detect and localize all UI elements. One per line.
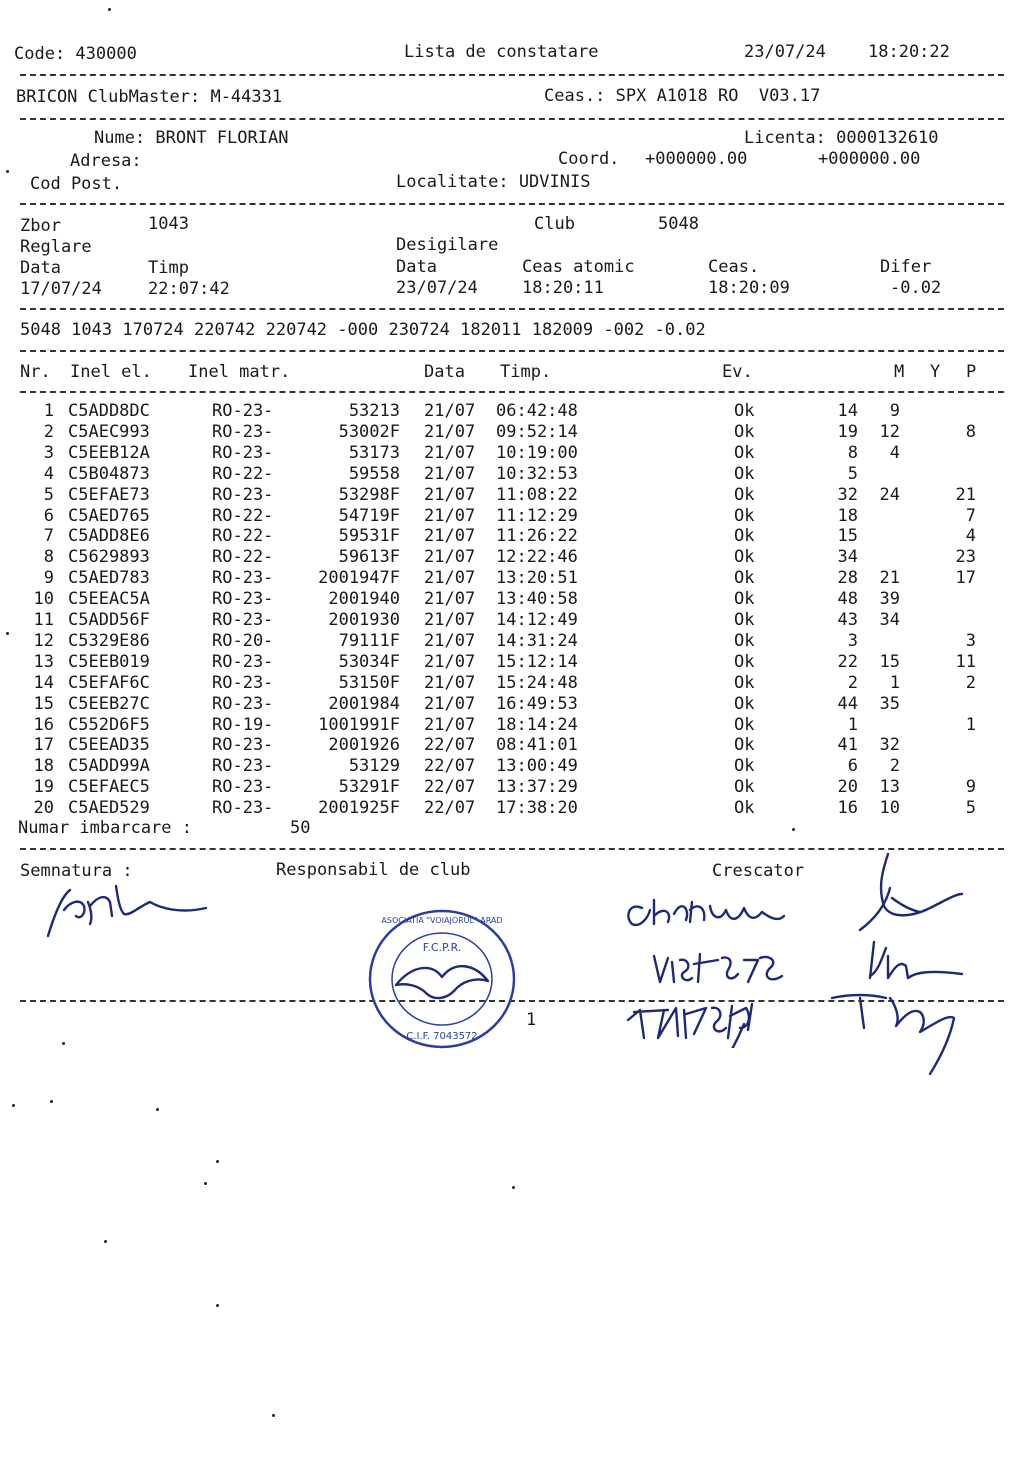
cell-m: 6 bbox=[847, 756, 858, 777]
separator-line bbox=[20, 118, 1004, 120]
cell-event: Ok bbox=[734, 421, 755, 442]
cell-event: Ok bbox=[734, 463, 755, 484]
cell-nr: 16 bbox=[33, 714, 54, 735]
cell-time: 18:14:24 bbox=[496, 714, 578, 735]
cell-nr: 1 bbox=[43, 401, 54, 421]
document-code: Code: 430000 bbox=[14, 44, 137, 64]
cell-nr: 4 bbox=[43, 463, 54, 484]
cell-electronic-ring: C5AEC993 bbox=[68, 421, 150, 442]
cell-event: Ok bbox=[734, 505, 755, 526]
cell-event: Ok bbox=[734, 672, 755, 693]
col-header-ring-number: Inel matr. bbox=[188, 362, 291, 382]
cell-m: 48 bbox=[837, 589, 858, 610]
cell-ring-number: 59613F bbox=[338, 547, 400, 568]
cell-y: 9 bbox=[889, 401, 900, 421]
cell-event: Ok bbox=[734, 651, 755, 672]
cell-m: 34 bbox=[837, 547, 858, 568]
cell-nr: 20 bbox=[33, 798, 54, 819]
col-header-p: P bbox=[966, 362, 977, 382]
cell-ring-prefix: RO-23- bbox=[212, 610, 274, 630]
cell-ring-number: 2001940 bbox=[328, 589, 400, 610]
scan-speck bbox=[6, 170, 9, 173]
cell-event: Ok bbox=[734, 610, 755, 630]
atomic-clock-label: Ceas atomic bbox=[522, 257, 635, 277]
cell-nr: 15 bbox=[33, 693, 54, 714]
cell-electronic-ring: C5AED529 bbox=[68, 798, 150, 819]
postal-code-label: Cod Post. bbox=[30, 174, 123, 194]
coord-x: +000000.00 bbox=[645, 149, 748, 169]
cell-electronic-ring: C5AED783 bbox=[68, 568, 150, 589]
cell-m: 28 bbox=[837, 568, 858, 589]
cell-time: 13:00:49 bbox=[496, 756, 578, 777]
cell-electronic-ring: C5329E86 bbox=[68, 630, 150, 651]
basket-count-value: 50 bbox=[290, 818, 311, 838]
cell-date: 21/07 bbox=[424, 421, 476, 442]
cell-m: 20 bbox=[837, 777, 858, 798]
cell-ring-number: 53213 bbox=[348, 401, 400, 421]
cell-electronic-ring: C5EEB12A bbox=[68, 442, 150, 463]
cell-nr: 18 bbox=[33, 756, 54, 777]
scan-speck bbox=[792, 828, 795, 831]
club-label: Club bbox=[534, 214, 575, 234]
cell-time: 17:38:20 bbox=[496, 798, 578, 819]
cell-event: Ok bbox=[734, 442, 755, 463]
scan-speck bbox=[216, 1304, 219, 1307]
cell-time: 13:20:51 bbox=[496, 568, 578, 589]
print-time: 18:20:22 bbox=[868, 42, 950, 62]
owner-license: Licenta: 0000132610 bbox=[744, 128, 939, 148]
difference-label: Difer bbox=[880, 257, 932, 277]
signature-right bbox=[830, 848, 1000, 1088]
cell-date: 21/07 bbox=[424, 401, 476, 421]
cell-m: 43 bbox=[837, 610, 858, 630]
separator-line bbox=[20, 350, 1004, 352]
cell-y: 10 bbox=[879, 798, 900, 819]
unsealing-date: 23/07/24 bbox=[396, 278, 478, 298]
scan-speck bbox=[104, 1240, 107, 1243]
atomic-clock-time: 18:20:11 bbox=[522, 278, 604, 298]
cell-time: 14:31:24 bbox=[496, 630, 578, 651]
cell-p: 2 bbox=[965, 672, 976, 693]
club-number: 5048 bbox=[658, 214, 699, 234]
cell-time: 11:12:29 bbox=[496, 505, 578, 526]
cell-ring-prefix: RO-23- bbox=[212, 693, 274, 714]
cell-date: 22/07 bbox=[424, 735, 476, 756]
cell-ring-number: 54719F bbox=[338, 505, 400, 526]
signature-label: Semnatura : bbox=[20, 861, 133, 881]
col-header-m: M bbox=[894, 362, 905, 382]
cell-time: 11:26:22 bbox=[496, 526, 578, 547]
cell-m: 8 bbox=[847, 442, 858, 463]
separator-line bbox=[20, 391, 1004, 393]
clock-label: Ceas. bbox=[708, 257, 760, 277]
cell-m: 19 bbox=[837, 421, 858, 442]
cell-event: Ok bbox=[734, 484, 755, 505]
cell-date: 21/07 bbox=[424, 589, 476, 610]
cell-nr: 12 bbox=[33, 630, 54, 651]
cell-event: Ok bbox=[734, 589, 755, 610]
cell-p: 4 bbox=[965, 526, 976, 547]
cell-m: 44 bbox=[837, 693, 858, 714]
cell-event: Ok bbox=[734, 777, 755, 798]
cell-event: Ok bbox=[734, 630, 755, 651]
cell-p: 8 bbox=[965, 421, 976, 442]
cell-date: 21/07 bbox=[424, 505, 476, 526]
cell-y: 24 bbox=[879, 484, 900, 505]
clock-difference: -0.02 bbox=[890, 278, 942, 298]
print-date: 23/07/24 bbox=[744, 42, 826, 62]
col-header-y: Y bbox=[930, 362, 941, 382]
signature-middle bbox=[620, 888, 810, 1048]
cell-nr: 5 bbox=[43, 484, 54, 505]
cell-event: Ok bbox=[734, 693, 755, 714]
cell-ring-prefix: RO-23- bbox=[212, 798, 274, 819]
cell-nr: 17 bbox=[33, 735, 54, 756]
cell-electronic-ring: C5EFAEC5 bbox=[68, 777, 150, 798]
cell-y: 12 bbox=[879, 421, 900, 442]
cell-date: 21/07 bbox=[424, 630, 476, 651]
club-responsible-label: Responsabil de club bbox=[276, 860, 471, 880]
scan-speck bbox=[512, 1186, 515, 1189]
cell-electronic-ring: C5EEAD35 bbox=[68, 735, 150, 756]
cell-time: 13:37:29 bbox=[496, 777, 578, 798]
cell-ring-number: 2001984 bbox=[328, 693, 400, 714]
cell-ring-number: 53173 bbox=[348, 442, 400, 463]
cell-electronic-ring: C5ADD8DC bbox=[68, 401, 150, 421]
cell-time: 11:08:22 bbox=[496, 484, 578, 505]
cell-p: 1 bbox=[965, 714, 976, 735]
cell-ring-prefix: RO-23- bbox=[212, 651, 274, 672]
setting-date-label: Data bbox=[20, 258, 61, 278]
cell-time: 12:22:46 bbox=[496, 547, 578, 568]
cell-nr: 10 bbox=[33, 589, 54, 610]
cell-date: 21/07 bbox=[424, 693, 476, 714]
cell-ring-prefix: RO-23- bbox=[212, 401, 274, 421]
cell-ring-prefix: RO-23- bbox=[212, 421, 274, 442]
cell-y: 32 bbox=[879, 735, 900, 756]
scan-speck bbox=[50, 1100, 53, 1103]
cell-p: 5 bbox=[965, 798, 976, 819]
cell-event: Ok bbox=[734, 735, 755, 756]
cell-nr: 6 bbox=[43, 505, 54, 526]
cell-electronic-ring: C5EFAF6C bbox=[68, 672, 150, 693]
cell-nr: 2 bbox=[43, 421, 54, 442]
cell-event: Ok bbox=[734, 401, 755, 421]
cell-y: 35 bbox=[879, 693, 900, 714]
cell-y: 4 bbox=[889, 442, 900, 463]
cell-m: 15 bbox=[837, 526, 858, 547]
locality: Localitate: UDVINIS bbox=[396, 172, 591, 192]
cell-nr: 19 bbox=[33, 777, 54, 798]
cell-p: 9 bbox=[965, 777, 976, 798]
cell-p: 3 bbox=[965, 630, 976, 651]
cell-time: 15:12:14 bbox=[496, 651, 578, 672]
col-header-event: Ev. bbox=[722, 362, 753, 382]
col-header-electronic-ring: Inel el. bbox=[70, 362, 152, 382]
cell-nr: 11 bbox=[33, 610, 54, 630]
cell-nr: 3 bbox=[43, 442, 54, 463]
scan-speck bbox=[12, 1104, 15, 1107]
cell-event: Ok bbox=[734, 756, 755, 777]
cell-ring-number: 53150F bbox=[338, 672, 400, 693]
cell-event: Ok bbox=[734, 526, 755, 547]
col-header-nr: Nr. bbox=[20, 362, 51, 382]
cell-ring-prefix: RO-22- bbox=[212, 505, 274, 526]
cell-time: 13:40:58 bbox=[496, 589, 578, 610]
cell-electronic-ring: C5EFAE73 bbox=[68, 484, 150, 505]
setting-date: 17/07/24 bbox=[20, 279, 102, 299]
cell-ring-prefix: RO-23- bbox=[212, 756, 274, 777]
cell-ring-prefix: RO-23- bbox=[212, 442, 274, 463]
cell-date: 21/07 bbox=[424, 547, 476, 568]
cell-y: 2 bbox=[889, 756, 900, 777]
owner-address-label: Adresa: bbox=[70, 151, 142, 171]
unsealing-label: Desigilare bbox=[396, 235, 499, 255]
cell-ring-prefix: RO-23- bbox=[212, 589, 274, 610]
scan-speck bbox=[108, 8, 111, 11]
cell-ring-number: 53034F bbox=[338, 651, 400, 672]
cell-y: 34 bbox=[879, 610, 900, 630]
cell-ring-number: 79111F bbox=[338, 630, 400, 651]
cell-ring-prefix: RO-23- bbox=[212, 672, 274, 693]
cell-y: 39 bbox=[879, 589, 900, 610]
cell-p: 21 bbox=[955, 484, 976, 505]
cell-ring-number: 53002F bbox=[338, 421, 400, 442]
cell-m: 41 bbox=[837, 735, 858, 756]
cell-m: 5 bbox=[847, 463, 858, 484]
cell-ring-number: 2001947F bbox=[318, 568, 400, 589]
coord-y: +000000.00 bbox=[818, 149, 921, 169]
cell-ring-prefix: RO-22- bbox=[212, 547, 274, 568]
raw-code-line: 5048 1043 170724 220742 220742 -000 230724 182011 182009 -002 -0.02 bbox=[20, 320, 706, 340]
cell-ring-number: 53129 bbox=[348, 756, 400, 777]
cell-date: 21/07 bbox=[424, 651, 476, 672]
cell-electronic-ring: C5EEAC5A bbox=[68, 589, 150, 610]
cell-y: 13 bbox=[879, 777, 900, 798]
association-stamp bbox=[362, 905, 522, 1053]
cell-ring-prefix: RO-23- bbox=[212, 568, 274, 589]
cell-electronic-ring: C5ADD99A bbox=[68, 756, 150, 777]
cell-date: 22/07 bbox=[424, 756, 476, 777]
flight-number: 1043 bbox=[148, 214, 189, 234]
cell-ring-prefix: RO-23- bbox=[212, 735, 274, 756]
cell-ring-prefix: RO-20- bbox=[212, 630, 274, 651]
cell-ring-number: 2001925F bbox=[318, 798, 400, 819]
coord-label: Coord. bbox=[558, 149, 620, 169]
breeder-label: Crescator bbox=[712, 861, 805, 881]
separator-line bbox=[20, 308, 1004, 310]
cell-m: 1 bbox=[847, 714, 858, 735]
cell-electronic-ring: C5EEB27C bbox=[68, 693, 150, 714]
cell-event: Ok bbox=[734, 568, 755, 589]
cell-time: 14:12:49 bbox=[496, 610, 578, 630]
col-header-time: Timp. bbox=[500, 362, 552, 382]
cell-event: Ok bbox=[734, 714, 755, 735]
cell-time: 08:41:01 bbox=[496, 735, 578, 756]
cell-date: 21/07 bbox=[424, 672, 476, 693]
cell-y: 1 bbox=[889, 672, 900, 693]
cell-p: 17 bbox=[955, 568, 976, 589]
cell-electronic-ring: C5AED765 bbox=[68, 505, 150, 526]
cell-nr: 14 bbox=[33, 672, 54, 693]
cell-ring-number: 59558 bbox=[348, 463, 400, 484]
setting-time: 22:07:42 bbox=[148, 279, 230, 299]
cell-date: 21/07 bbox=[424, 442, 476, 463]
cell-m: 22 bbox=[837, 651, 858, 672]
cell-event: Ok bbox=[734, 547, 755, 568]
cell-m: 2 bbox=[847, 672, 858, 693]
scan-speck bbox=[6, 632, 9, 635]
cell-date: 21/07 bbox=[424, 526, 476, 547]
cell-electronic-ring: C5629893 bbox=[68, 547, 150, 568]
clubmaster-id: BRICON ClubMaster: M-44331 bbox=[16, 87, 283, 107]
cell-time: 10:32:53 bbox=[496, 463, 578, 484]
cell-ring-prefix: RO-19- bbox=[212, 714, 274, 735]
cell-y: 15 bbox=[879, 651, 900, 672]
cell-date: 21/07 bbox=[424, 463, 476, 484]
cell-ring-number: 2001926 bbox=[328, 735, 400, 756]
page-number: 1 bbox=[526, 1010, 537, 1030]
cell-date: 21/07 bbox=[424, 610, 476, 630]
cell-time: 10:19:00 bbox=[496, 442, 578, 463]
separator-line bbox=[20, 203, 1004, 205]
col-header-date: Data bbox=[424, 362, 465, 382]
cell-ring-number: 1001991F bbox=[318, 714, 400, 735]
document-title: Lista de constatare bbox=[404, 42, 599, 62]
cell-ring-prefix: RO-23- bbox=[212, 484, 274, 505]
signature-left bbox=[40, 876, 220, 946]
cell-time: 06:42:48 bbox=[496, 401, 578, 421]
basket-count-label: Numar imbarcare : bbox=[18, 818, 192, 838]
cell-p: 23 bbox=[955, 547, 976, 568]
cell-date: 21/07 bbox=[424, 714, 476, 735]
cell-nr: 13 bbox=[33, 651, 54, 672]
scan-speck bbox=[204, 1182, 207, 1185]
owner-name: Nume: BRONT FLORIAN bbox=[94, 128, 289, 148]
cell-date: 21/07 bbox=[424, 484, 476, 505]
cell-time: 15:24:48 bbox=[496, 672, 578, 693]
clock-time: 18:20:09 bbox=[708, 278, 790, 298]
cell-m: 16 bbox=[837, 798, 858, 819]
cell-m: 14 bbox=[837, 401, 858, 421]
stamp-bottom-text: C.I.F. 7043572 bbox=[406, 1031, 478, 1042]
cell-ring-number: 53298F bbox=[338, 484, 400, 505]
cell-ring-prefix: RO-23- bbox=[212, 777, 274, 798]
cell-ring-number: 59531F bbox=[338, 526, 400, 547]
cell-m: 3 bbox=[847, 630, 858, 651]
scan-speck bbox=[156, 1108, 159, 1111]
stamp-center-text: F.C.P.R. bbox=[422, 941, 462, 954]
cell-electronic-ring: C5ADD8E6 bbox=[68, 526, 150, 547]
cell-nr: 8 bbox=[43, 547, 54, 568]
cell-time: 16:49:53 bbox=[496, 693, 578, 714]
flight-label: Zbor bbox=[20, 216, 61, 236]
stamp-top-text: ASOCIATIA "VOIAJORUL" ARAD bbox=[381, 916, 503, 925]
cell-ring-prefix: RO-22- bbox=[212, 526, 274, 547]
cell-date: 21/07 bbox=[424, 568, 476, 589]
cell-m: 32 bbox=[837, 484, 858, 505]
cell-ring-prefix: RO-22- bbox=[212, 463, 274, 484]
cell-electronic-ring: C5ADD56F bbox=[68, 610, 150, 630]
cell-electronic-ring: C5EEB019 bbox=[68, 651, 150, 672]
cell-p: 7 bbox=[965, 505, 976, 526]
separator-line bbox=[20, 74, 1004, 76]
cell-nr: 9 bbox=[43, 568, 54, 589]
cell-date: 22/07 bbox=[424, 798, 476, 819]
cell-m: 18 bbox=[837, 505, 858, 526]
cell-p: 11 bbox=[955, 651, 976, 672]
clock-id: Ceas.: SPX A1018 RO V03.17 bbox=[544, 86, 821, 106]
cell-date: 22/07 bbox=[424, 777, 476, 798]
cell-event: Ok bbox=[734, 798, 755, 819]
cell-electronic-ring: C552D6F5 bbox=[68, 714, 150, 735]
scan-speck bbox=[62, 1042, 65, 1045]
scan-speck bbox=[216, 1160, 219, 1163]
scan-speck bbox=[272, 1414, 275, 1417]
cell-electronic-ring: C5B04873 bbox=[68, 463, 150, 484]
cell-ring-number: 53291F bbox=[338, 777, 400, 798]
cell-ring-number: 2001930 bbox=[328, 610, 400, 630]
cell-nr: 7 bbox=[43, 526, 54, 547]
setting-time-label: Timp bbox=[148, 258, 189, 278]
cell-time: 09:52:14 bbox=[496, 421, 578, 442]
unsealing-date-label: Data bbox=[396, 257, 437, 277]
setting-label: Reglare bbox=[20, 237, 92, 257]
cell-y: 21 bbox=[879, 568, 900, 589]
